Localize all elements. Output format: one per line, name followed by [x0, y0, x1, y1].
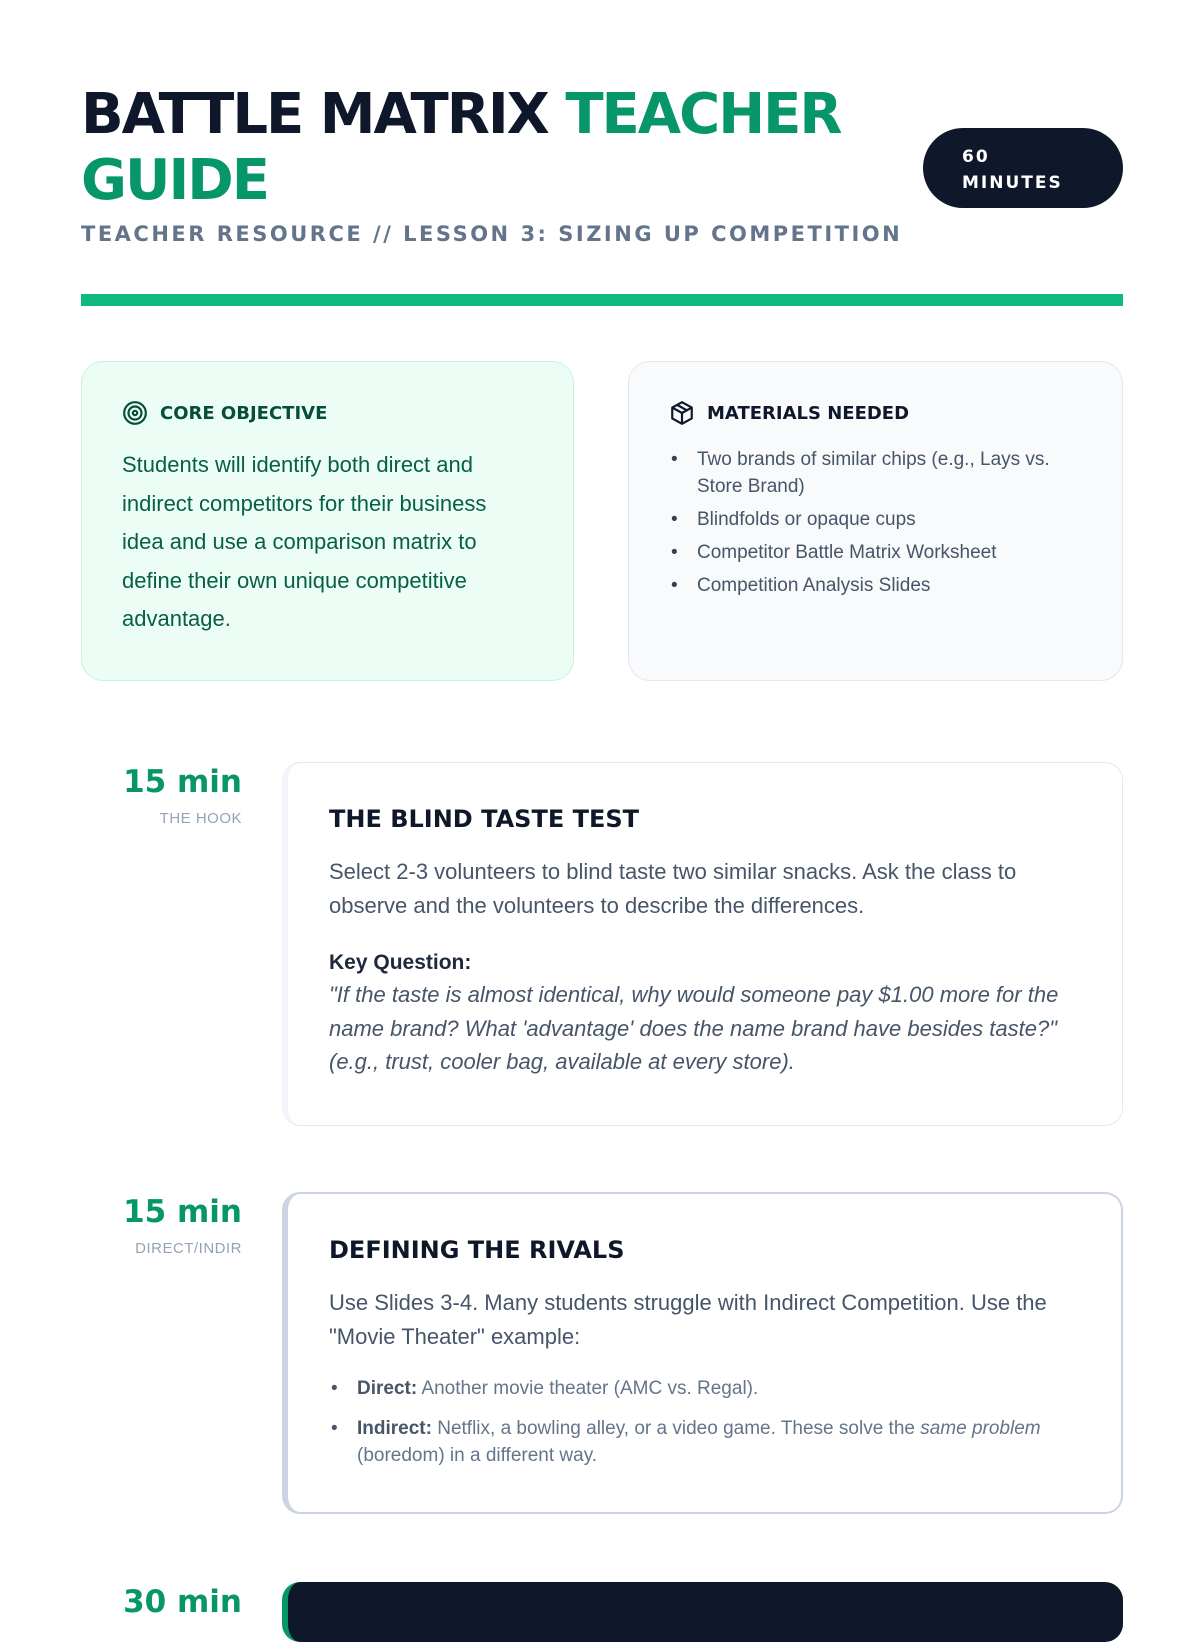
list-item: • Competitor Battle Matrix Worksheet	[669, 539, 1082, 566]
materials-heading	[669, 400, 1082, 426]
materials-card	[628, 361, 1123, 681]
direct-label: Direct:	[357, 1378, 418, 1399]
step-time: 15 min	[123, 764, 242, 800]
indirect-label: Indirect:	[357, 1418, 432, 1439]
core-objective-card	[81, 361, 574, 681]
step-body: Select 2-3 volunteers to blind taste two similar snacks. Ask the class to observe and the volunteers to describe the differences.	[329, 859, 1017, 918]
indirect-text: Netflix, a bowling alley, or a video game. These solve the	[431, 1418, 921, 1439]
core-objective-text: Students will identify both direct and indirect competitors for their business idea and use a comparison matrix to define their own unique competitive advantage.	[122, 452, 487, 631]
duration-badge	[923, 128, 1123, 208]
step-time: 30 min	[123, 1584, 242, 1620]
step-label: THE HOOK	[159, 810, 242, 827]
target-icon	[122, 400, 148, 426]
key-question-text: "If the taste is almost identical, why would someone pay $1.00 more for the name brand? What 'advantage' does the name brand have besides taste?" (e.g., trust, cooler bag, available at every store).	[329, 982, 1059, 1074]
page-subtitle: TEACHER RESOURCE // LESSON 3: SIZING UP COMPETITION	[81, 222, 903, 246]
indirect-text-end: (boredom) in a different way.	[357, 1445, 598, 1466]
page-header	[81, 82, 1123, 252]
step-time: 15 min	[123, 1194, 242, 1230]
duration-unit: MINUTES	[962, 173, 1063, 193]
step-card	[282, 762, 1123, 1126]
step-title: THE BLIND TASTE TEST	[329, 805, 639, 833]
step-timing	[81, 762, 242, 827]
page-title	[81, 82, 901, 214]
list-item	[329, 1415, 1083, 1469]
duration-value: 60	[962, 147, 990, 167]
core-objective-heading	[122, 400, 533, 426]
core-objective-label: CORE OBJECTIVE	[160, 402, 328, 424]
materials-list	[669, 446, 1082, 599]
header-divider	[81, 294, 1123, 306]
step-label: DIRECT/INDIR	[135, 1240, 242, 1257]
step-body: Use Slides 3-4. Many students struggle with Indirect Competition. Use the "Movie Theater" example:	[329, 1290, 1047, 1349]
step-title: DEFINING THE RIVALS	[329, 1236, 625, 1264]
step-card-dark	[282, 1582, 1123, 1642]
materials-label: MATERIALS NEEDED	[707, 402, 910, 424]
step-timing	[81, 1192, 242, 1257]
direct-text: Another movie theater (AMC vs. Regal).	[417, 1378, 759, 1399]
list-item: • Competition Analysis Slides	[669, 572, 1082, 599]
title-accent: TEACHER GUIDE	[81, 82, 841, 213]
title-main: BATTLE MATRIX	[81, 82, 548, 147]
list-item: • Blindfolds or opaque cups	[669, 506, 1082, 533]
list-item: • Two brands of similar chips (e.g., Lays vs. Store Brand)	[669, 446, 1082, 500]
step-card	[282, 1192, 1123, 1514]
indirect-emphasis: same problem	[920, 1418, 1041, 1439]
rival-list	[329, 1375, 1083, 1469]
key-question-label: Key Question:	[329, 951, 472, 974]
package-icon	[669, 400, 695, 426]
list-item	[329, 1375, 1083, 1402]
